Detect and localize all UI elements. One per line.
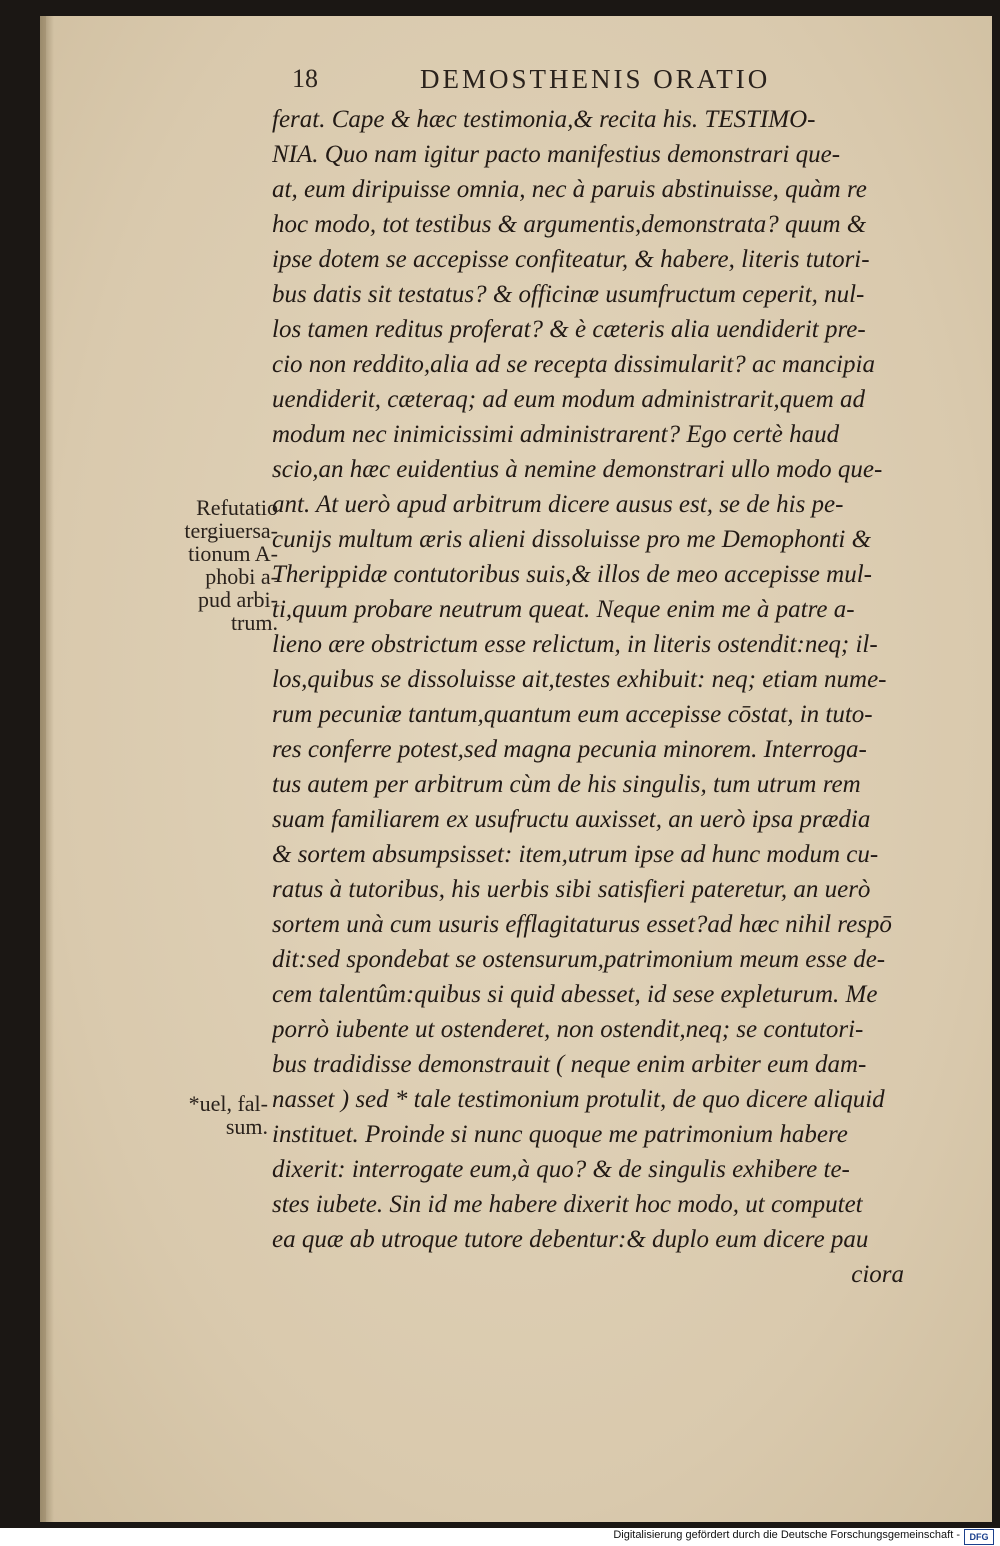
text-line: rum pecuniæ tantum,quantum eum accepisse cōstat, in tuto- bbox=[272, 701, 873, 728]
marginal-note-line: pud arbi- bbox=[197, 587, 278, 612]
funding-credit: Digitalisierung gefördert durch die Deutsche Forschungsgemeinschaft - bbox=[613, 1529, 960, 1541]
text-line: cio non reddito,alia ad se recepta dissimularit? ac mancipia bbox=[272, 351, 875, 378]
page-gutter-shadow bbox=[40, 16, 54, 1522]
text-line: cem talentûm:quibus si quid abesset, id sese expleturum. Me bbox=[272, 981, 878, 1008]
text-line: los,quibus se dissoluisse ait,testes exhibuit: neq; etiam nume- bbox=[272, 666, 887, 693]
marginal-note-line: phobi a- bbox=[205, 564, 278, 589]
text-line: los tamen reditus proferat? & è cæteris alia uendiderit pre- bbox=[272, 316, 866, 343]
text-line: Therippidæ contutoribus suis,& illos de meo accepisse mul- bbox=[272, 561, 872, 588]
text-line: porrò iubente ut ostenderet, non ostendit,neq; se contutori- bbox=[272, 1016, 864, 1043]
page-number: 18 bbox=[292, 64, 318, 93]
text-line: instituet. Proinde si nunc quoque me patrimonium habere bbox=[272, 1121, 848, 1148]
marginal-note-line: *uel, fal- bbox=[188, 1091, 268, 1116]
marginal-note-variant bbox=[120, 1092, 268, 1138]
text-line: bus datis sit testatus? & officinæ usumfructum ceperit, nul- bbox=[272, 281, 865, 308]
text-line: at, eum diripuisse omnia, nec à paruis abstinuisse, quàm re bbox=[272, 176, 867, 203]
text-line: nasset ) sed * tale testimonium protulit, de quo dicere aliquid bbox=[272, 1086, 885, 1113]
text-line: ti,quum probare neutrum queat. Neque enim me à patre a- bbox=[272, 596, 855, 623]
marginal-note-line: trum. bbox=[230, 610, 278, 635]
text-line: sortem unà cum usuris efflagitaturus esset?ad hæc nihil respō bbox=[272, 911, 892, 938]
marginal-note-line: tergiuersa- bbox=[184, 518, 278, 543]
marginal-note-line: tionum A- bbox=[188, 541, 278, 566]
running-title: DEMOSTHENIS ORATIO bbox=[420, 64, 771, 94]
text-line: ferat. Cape & hæc testimonia,& recita his. TESTIMO- bbox=[272, 106, 816, 133]
text-line: uendiderit, cæteraq; ad eum modum administrarit,quem ad bbox=[272, 386, 866, 413]
text-line: ea quæ ab utroque tutore debentur:& duplo eum dicere pau bbox=[272, 1226, 869, 1253]
catchword: ciora bbox=[851, 1261, 904, 1288]
page-header bbox=[0, 62, 1000, 102]
marginal-note-line: sum. bbox=[225, 1114, 268, 1139]
text-line: stes iubete. Sin id me habere dixerit hoc modo, ut computet bbox=[272, 1191, 863, 1218]
text-line: res conferre potest,sed magna pecunia minorem. Interroga- bbox=[272, 736, 867, 763]
text-line: NIA. Quo nam igitur pacto manifestius demonstrari que- bbox=[272, 141, 841, 168]
text-line: ratus à tutoribus, his uerbis sibi satisfieri pateretur, an uerò bbox=[272, 876, 871, 903]
text-line: dit:sed spondebat se ostensurum,patrimonium meum esse de- bbox=[272, 946, 886, 973]
text-line: ipse dotem se accepisse confiteatur, & habere, literis tutori- bbox=[272, 246, 870, 273]
text-line: bus tradidisse demonstrauit ( neque enim arbiter eum dam- bbox=[272, 1051, 867, 1078]
dfg-logo-icon: DFG bbox=[964, 1529, 994, 1545]
text-line: scio,an hæc euidentius à nemine demonstrari ullo modo que- bbox=[272, 456, 883, 483]
text-line: lieno ære obstrictum esse relictum, in literis ostendit:neq; il- bbox=[272, 631, 878, 658]
text-line: ant. At uerò apud arbitrum dicere ausus est, se de his pe- bbox=[272, 491, 844, 518]
text-line: cunijs multum æris alieni dissoluisse pro me Demophonti & bbox=[272, 526, 872, 553]
text-line: hoc modo, tot testibus & argumentis,demonstrata? quum & bbox=[272, 211, 867, 238]
text-line: tus autem per arbitrum cùm de his singulis, tum utrum rem bbox=[272, 771, 861, 798]
main-text-block bbox=[272, 102, 912, 1292]
marginal-note-line: Refutatio bbox=[196, 495, 278, 520]
text-line: dixerit: interrogate eum,à quo? & de singulis exhibere te- bbox=[272, 1156, 850, 1183]
text-line: & sortem absumpsisset: item,utrum ipse ad hunc modum cu- bbox=[272, 841, 879, 868]
text-line: modum nec inimicissimi administrarent? Ego certè haud bbox=[272, 421, 840, 448]
footer-bar bbox=[0, 1528, 1000, 1546]
text-line: suam familiarem ex usufructu auxisset, an uerò ipsa prædia bbox=[272, 806, 871, 833]
marginal-note-refutatio bbox=[150, 496, 278, 634]
